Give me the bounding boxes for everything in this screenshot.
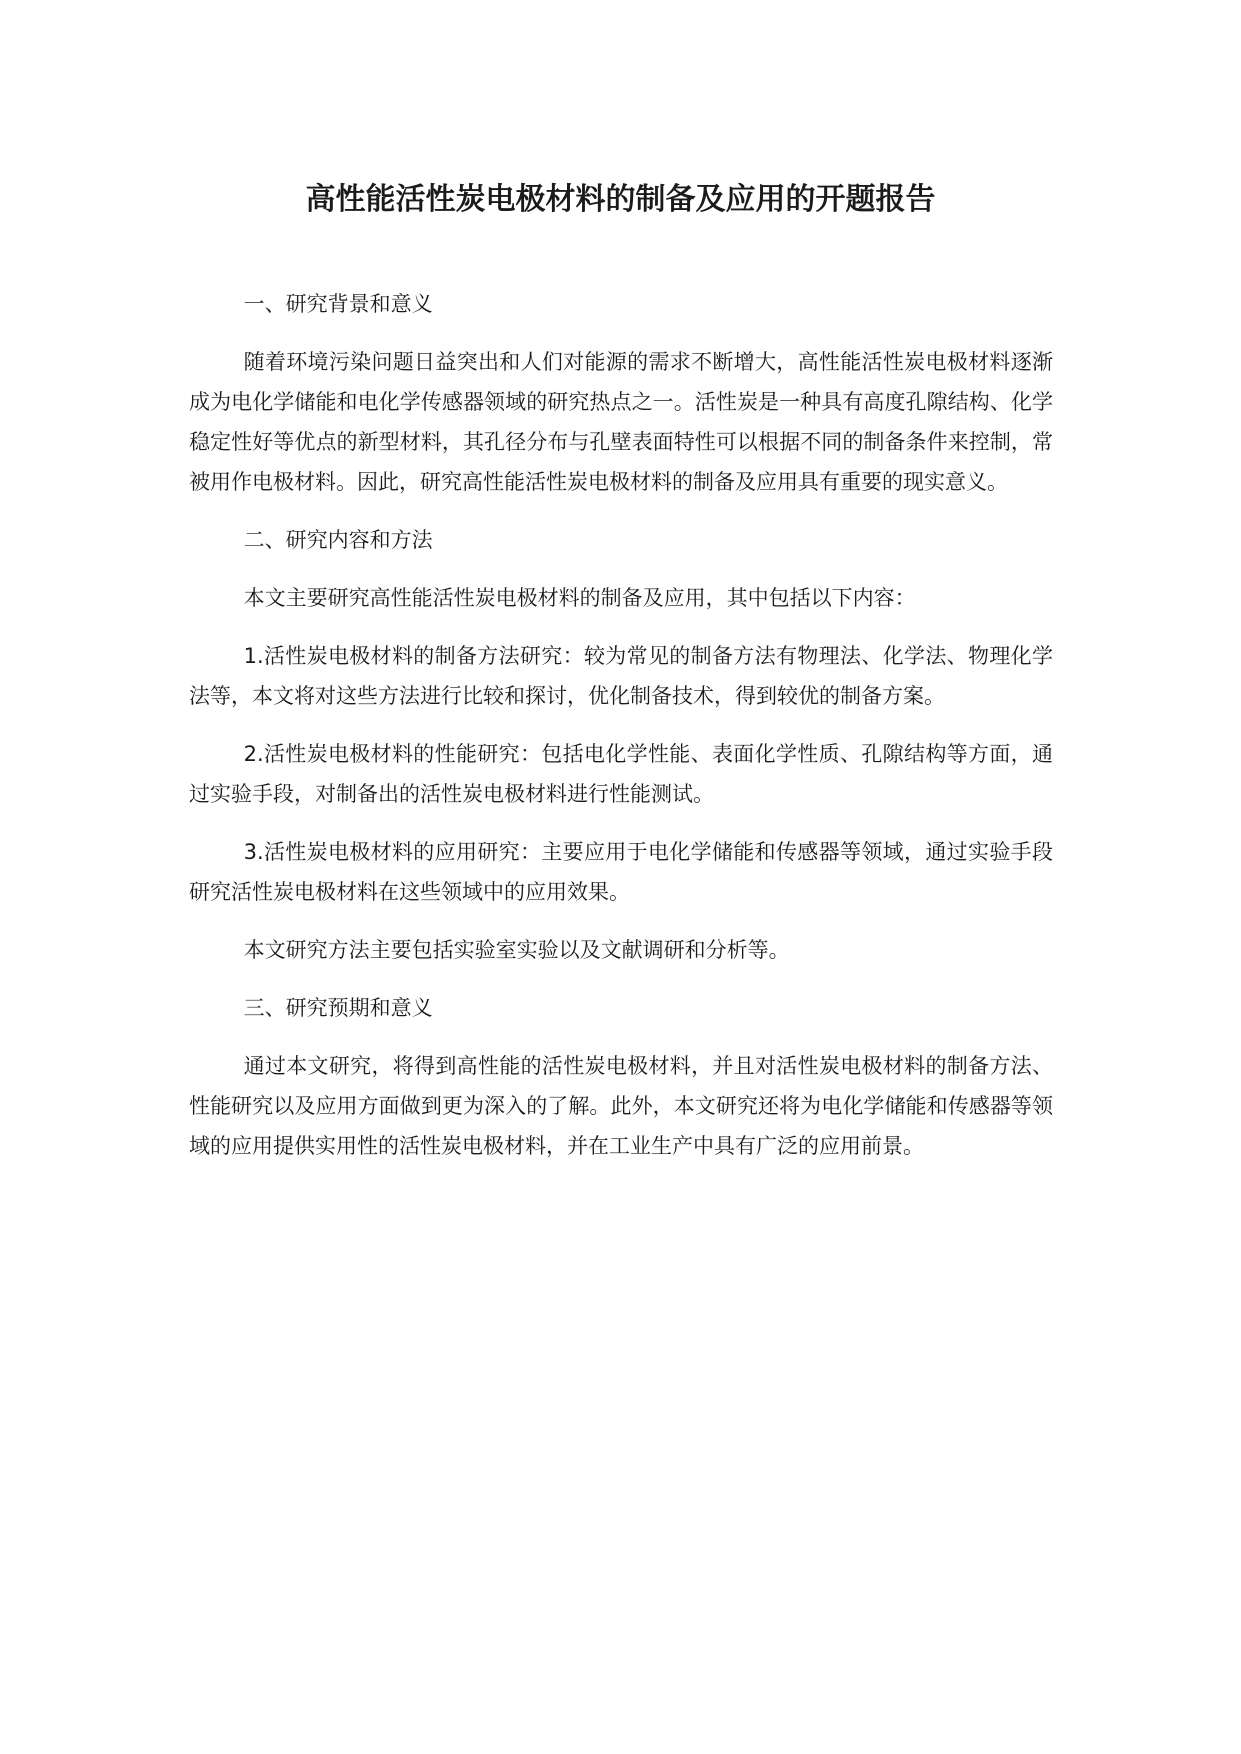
- paragraph-expectations: 通过本文研究，将得到高性能的活性炭电极材料，并且对活性炭电极材料的制备方法、性能研究以及应用方面做到更为深入的了解。此外，本文研究还将为电化学储能和传感器等领域的应用提供实用性的活性炭电极材料，并在工业生产中具有广泛的应用前景。: [189, 1054, 1053, 1158]
- document-body: [189, 284, 1053, 1184]
- paragraph-content-intro: 本文主要研究高性能活性炭电极材料的制备及应用，其中包括以下内容：: [243, 586, 916, 610]
- section-heading-content-methods: 二、研究内容和方法: [243, 528, 433, 552]
- paragraph-item-3: 3.活性炭电极材料的应用研究：主要应用于电化学储能和传感器等领域，通过实验手段研究活性炭电极材料在这些领域中的应用效果。: [189, 840, 1053, 904]
- section-heading-expectations: 三、研究预期和意义: [243, 996, 433, 1020]
- document-title: 高性能活性炭电极材料的制备及应用的开题报告: [305, 182, 936, 217]
- paragraph-item-2: 2.活性炭电极材料的性能研究：包括电化学性能、表面化学性质、孔隙结构等方面，通过实验手段，对制备出的活性炭电极材料进行性能测试。: [189, 742, 1053, 806]
- paragraph-item-1: 1.活性炭电极材料的制备方法研究：较为常见的制备方法有物理法、化学法、物理化学法等，本文将对这些方法进行比较和探讨，优化制备技术，得到较优的制备方案。: [189, 644, 1053, 708]
- paragraph-methods: 本文研究方法主要包括实验室实验以及文献调研和分析等。: [243, 938, 790, 962]
- section-heading-background: 一、研究背景和意义: [243, 292, 433, 316]
- paragraph-background: 随着环境污染问题日益突出和人们对能源的需求不断增大，高性能活性炭电极材料逐渐成为电化学储能和电化学传感器领域的研究热点之一。活性炭是一种具有高度孔隙结构、化学稳定性好等优点的新型材料，其孔径分布与孔壁表面特性可以根据不同的制备条件来控制，常被用作电极材料。因此，研究高性能活性炭电极材料的制备及应用具有重要的现实意义。: [189, 350, 1053, 494]
